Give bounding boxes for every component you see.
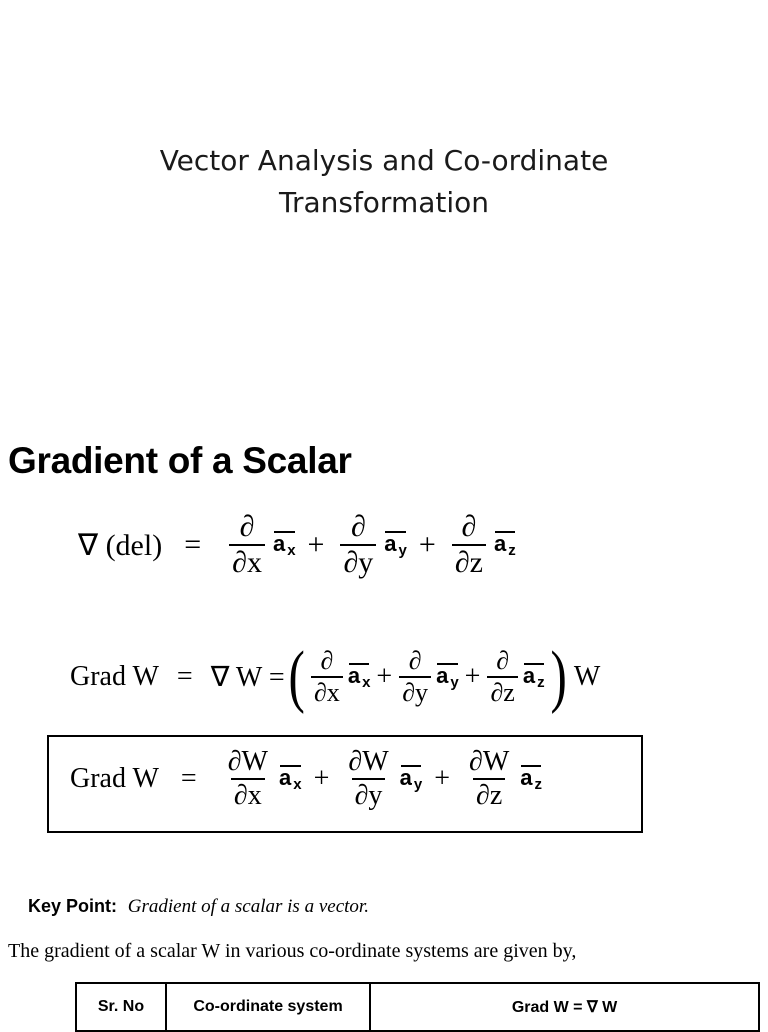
- unit-vector-x: a $_x$: [347, 663, 371, 691]
- slide-title-line-2: Transformation: [278, 186, 490, 219]
- key-point-text: Gradient of a scalar is a vector.: [127, 896, 369, 917]
- dw-dz-fraction: $\frac{\partial W}{\partial z}$: [469, 746, 510, 811]
- partial-z-fraction: $\frac{\partial}{\partial z}$: [487, 648, 517, 706]
- gradient-table: [75, 982, 760, 1032]
- grad-w-result-equation: Grad W = $\frac{\partial W}{\partial x}$ a $_x$ + $\frac{\partial W}{\partial y}$ a $_y$ + $\frac{\partial W}{\partial z}$ a $_z$: [70, 746, 543, 811]
- partial-x-fraction: $\frac{\partial}{\partial x}$: [311, 648, 343, 706]
- w-symbol: W: [573, 661, 601, 692]
- grad-w-label: Grad W: [70, 763, 159, 794]
- nabla-w: ∇ W =: [210, 662, 285, 693]
- right-parenthesis: ): [550, 638, 567, 715]
- partial-z-fraction: $\frac{\partial}{\partial z}$: [452, 512, 486, 578]
- partial-y-fraction: $\frac{\partial}{\partial y}$: [399, 648, 431, 706]
- plus-sign: +: [418, 528, 436, 561]
- unit-vector-x: a $_x$: [272, 531, 296, 559]
- slide-title: [0, 140, 768, 224]
- unit-vector-z: a $_z$: [493, 531, 516, 559]
- del-operator-equation: [78, 512, 518, 578]
- equals-sign: =: [184, 528, 202, 561]
- plus-sign: +: [307, 528, 325, 561]
- statement-text: The gradient of a scalar W in various co-ordinate systems are given by,: [8, 940, 577, 962]
- section-heading: Gradient of a Scalar: [8, 440, 352, 481]
- slide-title-line-1: Vector Analysis and Co-ordinate: [159, 144, 609, 177]
- del-label: ∇ (del): [78, 528, 163, 562]
- key-point-label: Key Point:: [28, 896, 118, 916]
- unit-vector-z: a $_z$: [520, 765, 543, 793]
- unit-vector-y: a $_y$: [436, 663, 459, 691]
- grad-w-label: Grad W: [70, 661, 159, 692]
- equals-sign: =: [180, 763, 197, 794]
- dw-dx-fraction: $\frac{\partial W}{\partial x}$: [227, 746, 268, 811]
- unit-vector-z: a $_z$: [522, 663, 545, 691]
- partial-y-fraction: $\frac{\partial}{\partial y}$: [340, 512, 376, 578]
- grad-w-expanded-equation: Grad W = ∇ W = ( $\frac{\partial}{\partial x}$ a $_x$ + $\frac{\partial}{\partial y}$ a $_y$ + $\frac{\partial}{\partial z}$ a $_z$ ) W: [70, 638, 601, 715]
- dw-dy-fraction: $\frac{\partial W}{\partial y}$: [348, 746, 389, 811]
- left-parenthesis: (: [288, 638, 305, 715]
- partial-x-fraction: $\frac{\partial}{\partial x}$: [229, 512, 265, 578]
- header-sr-no: Sr. No: [76, 983, 166, 1031]
- equals-sign: =: [176, 661, 193, 692]
- unit-vector-x: a $_x$: [278, 765, 302, 793]
- unit-vector-y: a $_y$: [399, 765, 423, 793]
- unit-vector-y: a $_y$: [384, 531, 407, 559]
- header-coordinate-system: Co-ordinate system: [166, 983, 370, 1031]
- header-grad-w: Grad W = ∇ W: [370, 983, 759, 1031]
- key-point: [28, 896, 369, 918]
